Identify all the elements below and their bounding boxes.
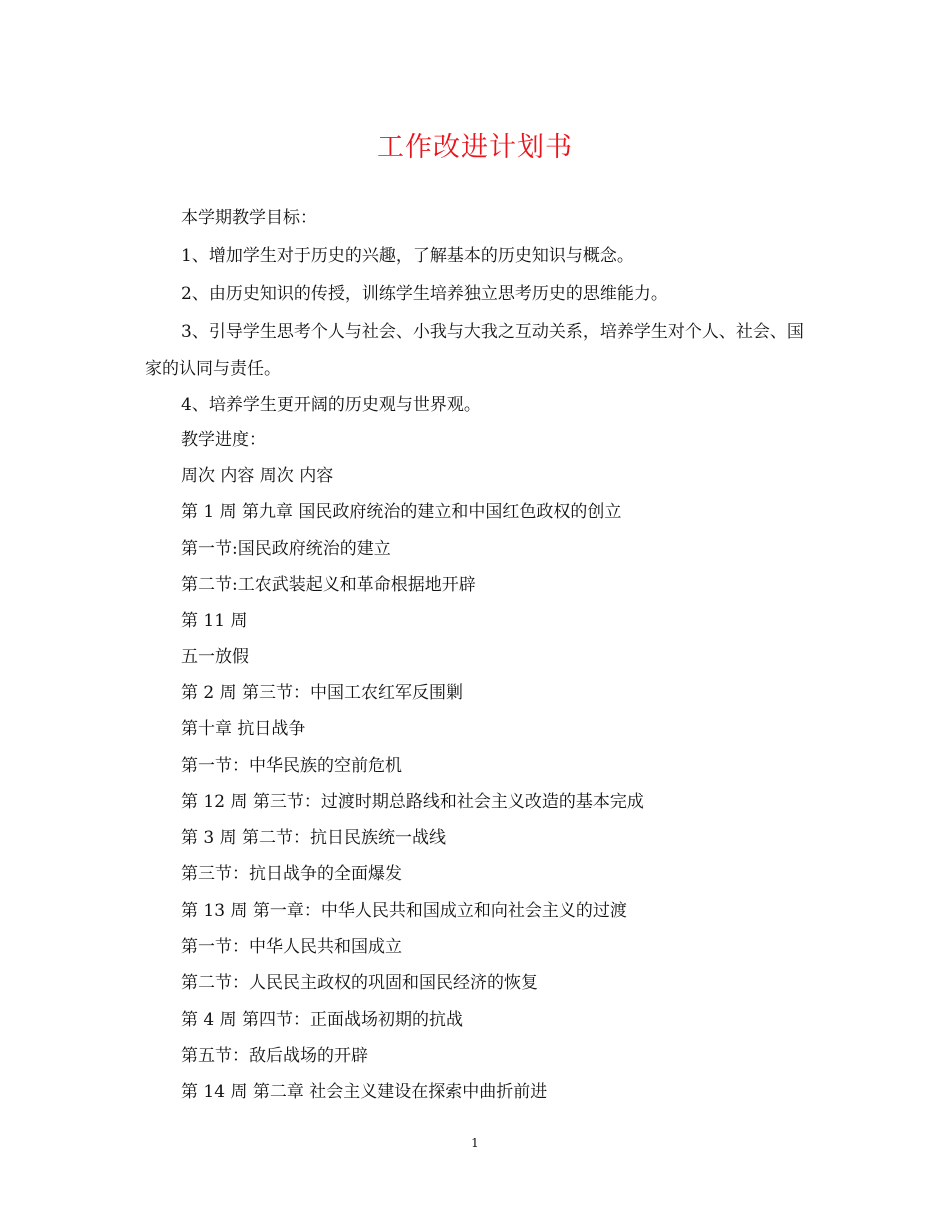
text-line: 本学期教学目标： bbox=[181, 208, 317, 228]
page-title: 工作改进计划书 bbox=[377, 132, 573, 163]
text-line: 第 13 周 第一章：中华人民共和国成立和向社会主义的过渡 bbox=[181, 901, 627, 921]
text-line: 第十章 抗日战争 bbox=[181, 719, 306, 739]
text-line: 1、增加学生对于历史的兴趣，了解基本的历史知识与概念。 bbox=[181, 246, 634, 266]
text-line: 五一放假 bbox=[181, 647, 249, 667]
text-line: 第 1 周 第九章 国民政府统治的建立和中国红色政权的创立 bbox=[181, 502, 622, 522]
text-line: 教学进度： bbox=[181, 430, 266, 450]
text-line: 第一节：中华人民共和国成立 bbox=[181, 937, 402, 957]
page-number: 1 bbox=[471, 1136, 479, 1150]
text-line: 第 14 周 第二章 社会主义建设在探索中曲折前进 bbox=[181, 1082, 548, 1102]
text-line: 第 3 周 第二节：抗日民族统一战线 bbox=[181, 828, 447, 848]
text-line: 第二节:工农武装起义和革命根据地开辟 bbox=[181, 575, 476, 595]
text-line: 4、培养学生更开阔的历史观与世界观。 bbox=[181, 395, 481, 415]
text-line: 第三节：抗日战争的全面爆发 bbox=[181, 864, 402, 884]
text-line: 第二节：人民民主政权的巩固和国民经济的恢复 bbox=[181, 973, 538, 993]
text-line: 第一节:国民政府统治的建立 bbox=[181, 539, 391, 559]
text-line: 第 11 周 bbox=[181, 611, 248, 631]
text-line: 第一节：中华民族的空前危机 bbox=[181, 756, 402, 776]
text-line: 周次 内容 周次 内容 bbox=[181, 466, 334, 486]
text-line: 第 12 周 第三节：过渡时期总路线和社会主义改造的基本完成 bbox=[181, 792, 644, 812]
text-line: 第 2 周 第三节：中国工农红军反围剿 bbox=[181, 683, 464, 703]
text-line: 第五节：敌后战场的开辟 bbox=[181, 1046, 368, 1066]
text-paragraph: 3、引导学生思考个人与社会、小我与大我之互动关系，培养学生对个人、社会、国家的认同与责任。 bbox=[145, 322, 804, 379]
text-line: 第 4 周 第四节：正面战场初期的抗战 bbox=[181, 1010, 464, 1030]
text-line: 2、由历史知识的传授，训练学生培养独立思考历史的思维能力。 bbox=[181, 284, 668, 304]
